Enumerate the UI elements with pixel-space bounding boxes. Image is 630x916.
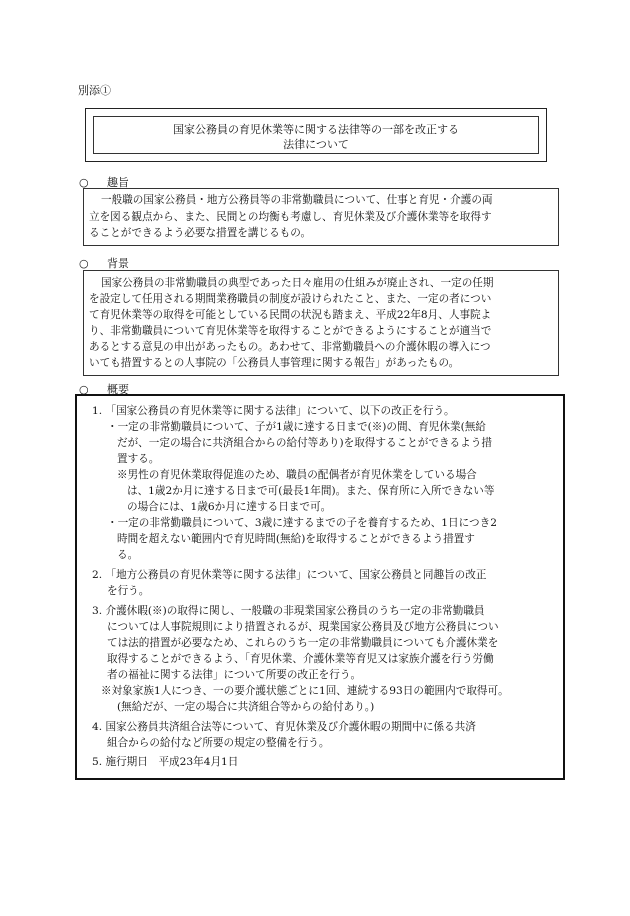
overview-bullet-line: 時間を超えない範囲内で育児時間(無給)を取得することができるよう措置す: [117, 533, 475, 545]
overview-bullet-line: ・一定の非常勤職員について、子が1歳に達する日まで(※)の間、育児休業(無給: [107, 421, 486, 433]
background-line: いても措置するとの人事院の「公務員人事管理に関する報告」があったもの。: [89, 357, 460, 369]
overview-item-3-cont: 取得することができるよう、「育児休業、介護休業等育児又は家族介護を行う労働: [107, 653, 494, 665]
overview-note-line: は、1歳2か月に達する日まで可(最長1年間)。また、保育所に入所できない等: [127, 485, 495, 497]
overview-item-2: 2. 「地方公務員の育児休業等に関する法律」について、国家公務員と同趣旨の改正: [92, 569, 487, 581]
background-line: て育児休業等の取得を可能としている民間の状況も踏まえ、平成22年8月、人事院よ: [89, 309, 492, 321]
purpose-line: 立を図る観点から、また、民間との均衡も考慮し、育児休業及び介護休業等を取得す: [89, 211, 492, 223]
title-line-2: 法律について: [283, 138, 349, 151]
overview-item-3-note: (無給だが、一定の場合に共済組合等からの給付あり。): [117, 701, 375, 713]
overview-item-4-cont: 組合からの給付など所要の規定の整備を行う。: [107, 737, 330, 749]
overview-note-line: ※男性の育児休業取得促進のため、職員の配偶者が育児休業をしている場合: [117, 469, 477, 481]
purpose-line: 一般職の国家公務員・地方公務員等の非常勤職員について、仕事と育児・介護の両: [101, 194, 493, 206]
background-line: あるとする意見の申出があったもの。あわせて、非常勤職員への介護休暇の導入につ: [89, 341, 491, 353]
overview-bullet-line: ・一定の非常勤職員について、3歳に達するまでの子を養育するため、1日につき2: [107, 517, 497, 529]
overview-item-3-note: ※対象家族1人につき、一の要介護状態ごとに1回、連続する93日の範囲内で取得可。: [101, 685, 509, 697]
purpose-marker: ○: [79, 176, 89, 189]
overview-item-2-cont: を行う。: [107, 585, 150, 597]
overview-item-1: 1. 「国家公務員の育児休業等に関する法律」について、以下の改正を行う。: [92, 405, 455, 417]
background-line: 国家公務員の非常勤職員の典型であった日々雇用の仕組みが廃止され、一定の任期: [101, 277, 494, 289]
background-line: を設定して任用される期間業務職員の制度が設けられたこと、また、一定の者につい: [89, 293, 492, 305]
background-heading-text: 背景: [107, 257, 129, 270]
overview-item-3-cont: については人事院規則により措置されるが、現業国家公務員及び地方公務員につい: [107, 621, 499, 633]
overview-bullet-line: だが、一定の場合に共済組合からの給付等あり)を取得することができるよう措: [117, 437, 492, 449]
overview-item-4: 4. 国家公務員共済組合法等について、育児休業及び介護休暇の期間中に係る共済: [92, 721, 476, 733]
title-box: [85, 108, 547, 162]
purpose-line: ることができるよう必要な措置を講じるもの。: [89, 227, 312, 239]
overview-heading-text: 概要: [107, 383, 129, 396]
overview-item-3: 3. 介護休暇(※)の取得に関し、一般職の非現業国家公務員のうち一定の非常勤職員: [92, 605, 485, 617]
background-heading: [79, 255, 129, 271]
background-line: り、非常勤職員について育児休業等を取得することができるようにすることが適当で: [89, 325, 492, 337]
overview-bullet-line: 置する。: [117, 453, 160, 465]
overview-note-line: の場合には、1歳6か月に達する日まで可。: [127, 501, 332, 513]
background-marker: ○: [79, 257, 89, 270]
overview-item-3-cont: ては法的措置が必要なため、これらのうち一定の非常勤職員についても介護休業を: [107, 637, 499, 649]
overview-marker: ○: [79, 383, 89, 396]
attachment-label: 別添①: [78, 84, 111, 97]
title-line-1: 国家公務員の育児休業等に関する法律等の一部を改正する: [173, 123, 459, 136]
overview-item-3-cont: 者の福祉に関する法律」について所要の改正を行う。: [107, 669, 362, 681]
overview-item-5: 5. 施行期日 平成23年4月1日: [92, 756, 239, 768]
overview-bullet-line: る。: [117, 549, 139, 561]
purpose-heading-text: 趣旨: [107, 176, 129, 189]
